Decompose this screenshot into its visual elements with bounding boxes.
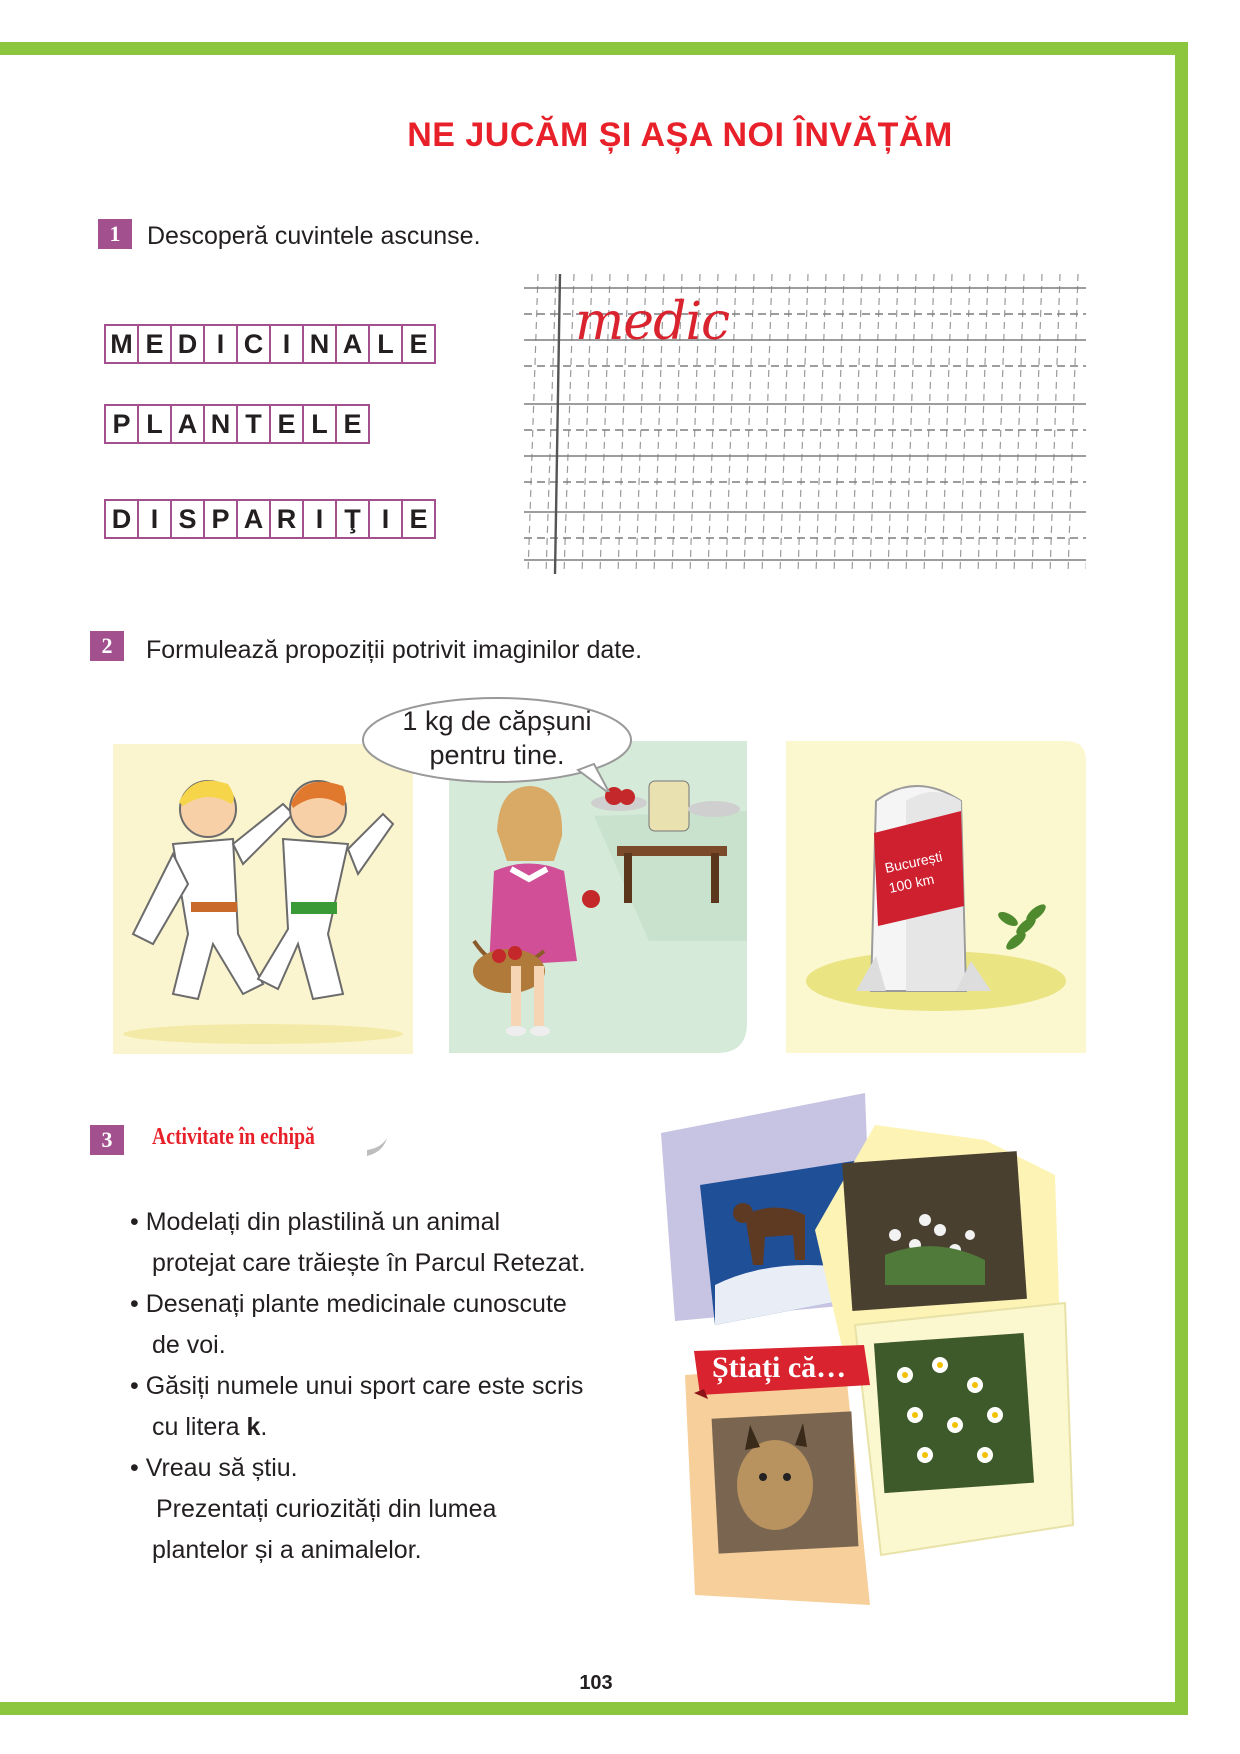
letter: P [106,406,139,442]
letter: E [343,408,362,439]
did-you-know-text: Știați că… [712,1351,847,1384]
milestone-distance: 100 km [887,870,936,896]
task-2-instruction: Formulează propoziții potrivit imaginilor date. [146,636,643,664]
task-2-badge: 2 [90,631,124,661]
letter: E [409,503,428,534]
task-1-badge: 1 [98,219,132,249]
word-row-1 [104,324,436,364]
letter: T [238,406,271,442]
title-swoosh-icon [365,1136,389,1158]
letter: L [139,406,172,442]
bullet-line: plantelor și a animalelor. [152,1536,422,1564]
letter: A [238,501,271,537]
bullet-text: cu litera [152,1413,247,1441]
bullet-line: protejat care trăiește în Parcul Retezat. [152,1249,586,1277]
word-row-2 [104,404,370,444]
speech-bubble-text [358,704,636,772]
letter: N [205,406,238,442]
letter: A [337,326,370,362]
activity-list [130,1202,586,1571]
letter: E [271,406,304,442]
page-frame-right [1175,42,1188,1715]
letter: D [106,501,139,537]
letter: I [205,326,238,362]
letter: C [238,326,271,362]
page-title: NE JUCĂM ȘI AȘA NOI ÎNVĂȚĂM [407,116,953,154]
letter: E [409,328,428,359]
letter: P [205,501,238,537]
bullet-line [130,1407,586,1448]
page-number: 103 [579,1672,613,1694]
bullet-bold-letter: k [246,1413,261,1441]
letter: L [370,326,403,362]
task-1-instruction: Descoperă cuvintele ascunse. [147,222,481,250]
bullet-line: de voi. [152,1331,226,1359]
speech-line-1: 1 kg de căpșuni [402,706,592,736]
letter: E [139,326,172,362]
letter: S [172,501,205,537]
letter: M [106,326,139,362]
word-row-3 [104,499,436,539]
letter: I [370,501,403,537]
milestone-city: București [883,848,944,876]
milestone-illustration [786,741,1086,1053]
page-frame-bottom [0,1702,1188,1715]
letter: R [271,501,304,537]
page-frame-top [0,42,1188,55]
activity-title: Activitate în echipă [152,1124,315,1150]
letter: I [304,501,337,537]
letter: I [139,501,172,537]
bullet-line: • Desenați plante medicinale cunoscute [130,1290,567,1318]
bullet-line: • Găsiți numele unui sport care este scris [130,1372,584,1400]
letter: D [172,326,205,362]
bullet-line: Prezentați curiozități din lumea [156,1495,497,1523]
letter: Ţ [337,501,370,537]
speech-line-2: pentru tine. [429,740,565,770]
letter: N [304,326,337,362]
task-3-badge: 3 [90,1125,124,1155]
bullet-punct: . [260,1413,268,1441]
bullet-line: • Vreau să știu. [130,1454,298,1482]
example-answer-cursive: medic [575,292,730,352]
letter: L [304,406,337,442]
letter: I [271,326,304,362]
letter: A [172,406,205,442]
bullet-line: • Modelați din plastilină un animal [130,1208,501,1236]
